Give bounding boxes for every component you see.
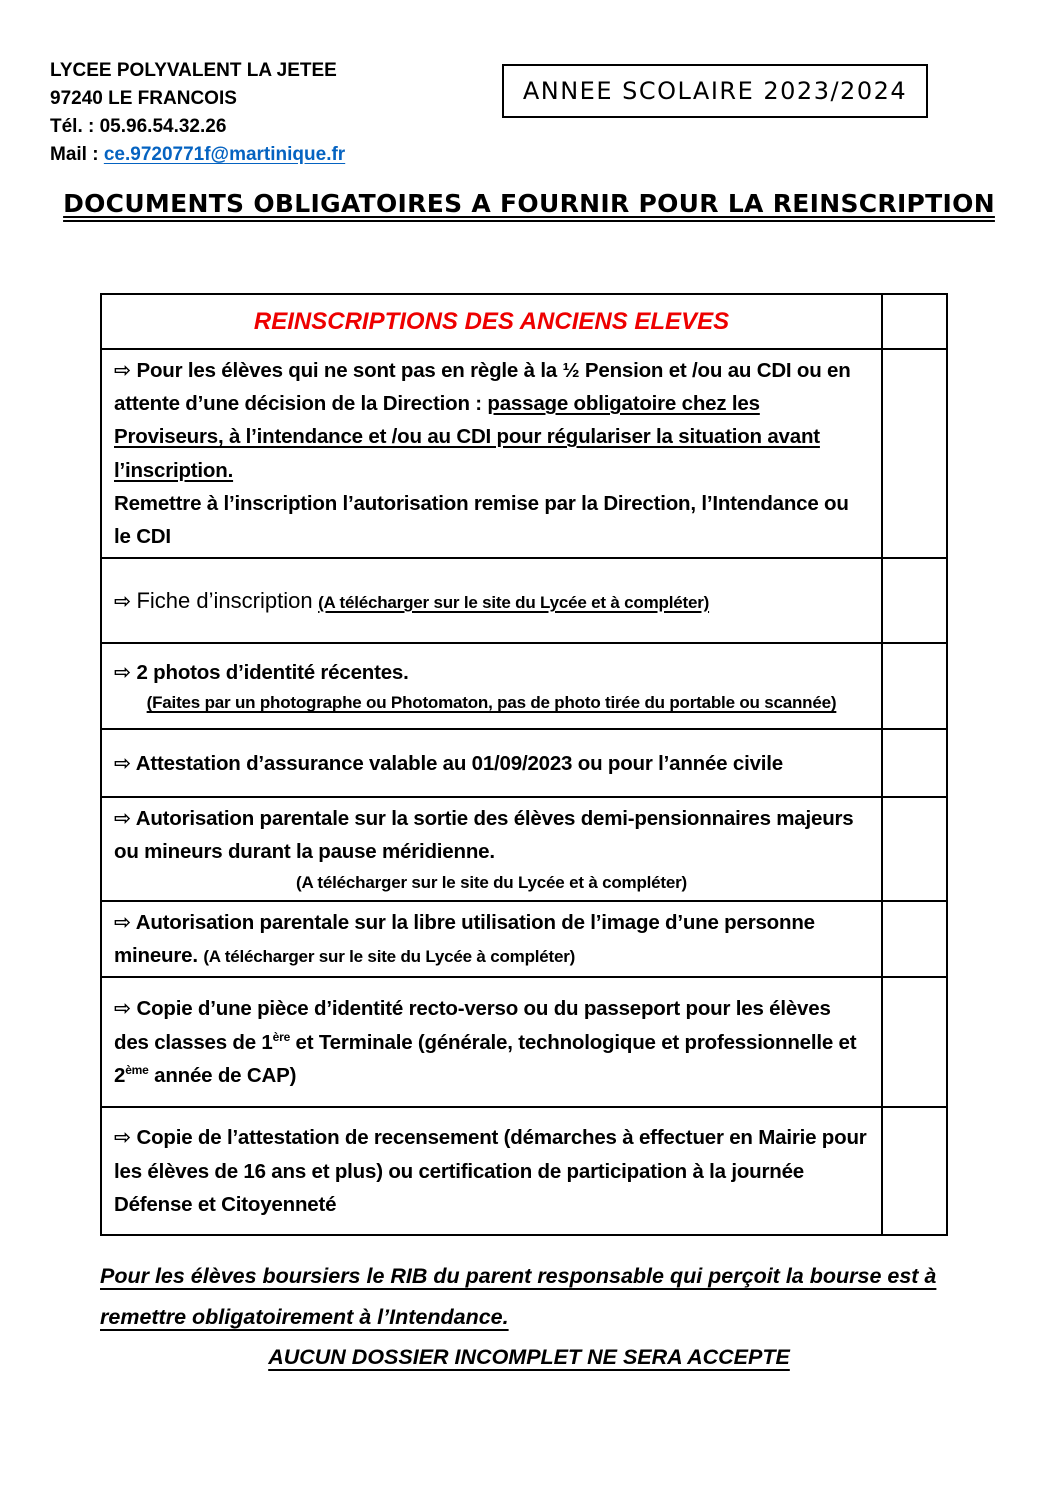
row-fiche-inscription <box>101 558 882 643</box>
school-phone: Tél. : 05.96.54.32.26 <box>50 116 227 137</box>
note-bursary <box>100 1256 942 1339</box>
note-final <box>0 1345 1058 1370</box>
table-row <box>101 901 947 977</box>
row5-text: Autorisation parentale sur la sortie des élèves demi-pensionnaires majeurs ou mineurs durant la pause méridienne. <box>114 807 854 864</box>
page-title-text: DOCUMENTS OBLIGATOIRES A FOURNIR POUR LA REINSCRIPTION <box>63 189 995 218</box>
arrow-icon: ⇨ <box>114 807 131 831</box>
check-cell <box>882 558 947 643</box>
arrow-icon: ⇨ <box>114 661 131 685</box>
check-cell <box>882 349 947 558</box>
row-piece-identite <box>101 977 882 1107</box>
table-row <box>101 977 947 1107</box>
check-cell <box>882 797 947 901</box>
school-name: LYCEE POLYVALENT LA JETEE <box>50 60 337 81</box>
row7-text-start: Copie d’une pièce d’identité recto-verso ou du passeport pour les élèves des classes de 1 <box>114 997 831 1054</box>
row1-followup-text: Remettre à l’inscription l’autorisation remise par la Direction, l’Intendance ou le CDI <box>114 491 849 549</box>
note-bursary-text: Pour les élèves boursiers le RIB du parent responsable qui perçoit la bourse est à remettre obligatoirement à l’Intendance. <box>100 1264 937 1330</box>
row7-text-end: année de CAP) <box>148 1063 297 1087</box>
mail-label: Mail : <box>50 144 104 165</box>
check-cell <box>882 729 947 797</box>
ordinal-superscript: ère <box>272 1029 291 1044</box>
row6-note-text: (A télécharger sur le site du Lycée à compléter) <box>203 947 576 967</box>
row3-note-text: (Faites par un photographe ou Photomaton, pas de photo tirée du portable ou scannée) <box>146 693 837 713</box>
row3-text: 2 photos d’identité récentes. <box>136 661 409 685</box>
row6-text: Autorisation parentale sur la libre utilisation de l’image d’une personne mineure. <box>114 910 815 968</box>
row-autorisation-sortie <box>101 797 882 901</box>
table-row <box>101 797 947 901</box>
arrow-icon: ⇨ <box>114 359 131 382</box>
note-final-text: AUCUN DOSSIER INCOMPLET NE SERA ACCEPTE <box>268 1345 790 1369</box>
row7-text-mid: et Terminale (générale, technologique et professionnelle et 2 <box>114 1030 857 1087</box>
arrow-icon: ⇨ <box>114 589 131 613</box>
table-row <box>101 1107 947 1235</box>
row-autorisation-image <box>101 901 882 977</box>
row1-text: Pour les élèves qui ne sont pas en règle à la ½ Pension et /ou au CDI ou en attente d’une décision de la Direction : <box>114 359 851 416</box>
row-photos <box>101 643 882 729</box>
row4-text: Attestation d’assurance valable au 01/09/2023 ou pour l’année civile <box>135 751 783 775</box>
row1-underlined-text: passage obligatoire chez les Proviseurs, à l’intendance et /ou au CDI pour régulariser la situation avant l’inscription. <box>114 392 820 482</box>
row-pension-cdi <box>101 349 882 558</box>
school-city: 97240 LE FRANCOIS <box>50 88 237 109</box>
row8-text: Copie de l’attestation de recensement (démarches à effectuer en Mairie pour les élèves de 16 ans et plus) ou certification de participation à la journée Défense et Citoyenneté <box>114 1126 867 1216</box>
documents-table <box>100 293 948 1236</box>
arrow-icon: ⇨ <box>114 1126 131 1150</box>
table-row <box>101 349 947 558</box>
check-cell <box>882 643 947 729</box>
table-row <box>101 643 947 729</box>
school-year-box: ANNEE SCOLAIRE 2023/2024 <box>502 64 928 118</box>
school-email-link[interactable]: ce.9720771f@martinique.fr <box>103 144 346 165</box>
check-cell <box>882 901 947 977</box>
arrow-icon: ⇨ <box>114 997 131 1021</box>
row2-text: Fiche d’inscription <box>136 587 313 613</box>
check-cell <box>882 1107 947 1235</box>
table-row <box>101 729 947 797</box>
ordinal-superscript: ème <box>125 1062 149 1077</box>
page-title <box>0 189 1058 218</box>
school-header <box>50 57 345 169</box>
table-header-row <box>101 294 947 349</box>
arrow-icon: ⇨ <box>114 910 131 934</box>
check-cell <box>882 294 947 349</box>
school-mail-line <box>50 141 345 169</box>
row5-note-text: (A télécharger sur le site du Lycée et à compléter) <box>295 872 688 892</box>
row-recensement <box>101 1107 882 1235</box>
check-cell <box>882 977 947 1107</box>
table-row <box>101 558 947 643</box>
row2-note-text: (A télécharger sur le site du Lycée et à compléter) <box>318 592 710 612</box>
arrow-icon: ⇨ <box>114 751 131 775</box>
row-assurance <box>101 729 882 797</box>
table-header-title: REINSCRIPTIONS DES ANCIENS ELEVES <box>101 294 882 349</box>
